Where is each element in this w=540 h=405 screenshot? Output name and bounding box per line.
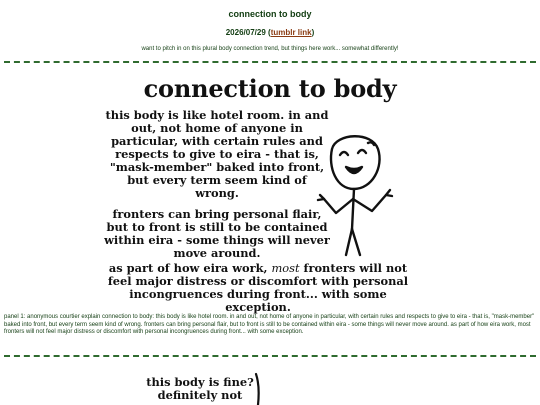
comic-paragraph-1: this body is like hotel room. in and out, not home of anyone in particular, with certain rules and respects to give to eira - that is, "mask-member" baked into front, but every term seem kind of wrong. <box>105 108 329 200</box>
emphasis-most: most <box>271 261 300 275</box>
dashed-divider <box>4 355 536 357</box>
post-date: 2026/07/29 <box>225 28 266 37</box>
panel-2-line-2: definitely not <box>157 388 243 402</box>
panel-2-line-1: this body is fine? <box>146 375 254 389</box>
panel-2-figure-illustration <box>246 372 266 405</box>
comic-paragraph-3: as part of how eira work, most fronters will not feel major distress or discomfort with personal incongruences during front... with some exception. <box>107 261 409 314</box>
comic-paragraph-2: fronters can bring personal flair, but to front is still to be contained within eira - some things will never move around. <box>104 207 330 260</box>
comic-panel-1 <box>0 64 540 314</box>
intro-text: want to pitch in on this plural body connection trend, but things here work... somewhat differently! <box>141 46 399 52</box>
dashed-divider <box>4 61 536 63</box>
post-date-line: 2026/07/29 (tumblr link) <box>225 28 315 37</box>
tumblr-link[interactable]: tumblr link <box>270 28 312 37</box>
image-description: panel 1: anonymous courtier explain connection to body: this body is like hotel room. in and out, not home of anyone in particular, with certain rules and respects to give to eira - that is, "mask-member" baked into front, but every term seem kind of wrong. fronters can bring personal flair, but to front is still to be contained within eira - some things will never move around. as part of how eira work, most fronters will not feel major distress or discomfort with personal incongruences during front... with some exception. <box>4 314 535 335</box>
shrugging-figure-illustration <box>302 129 412 259</box>
comic-title: connection to body <box>143 74 397 103</box>
page-title: connection to body <box>228 9 312 19</box>
comic-panel-2-text <box>100 376 300 402</box>
